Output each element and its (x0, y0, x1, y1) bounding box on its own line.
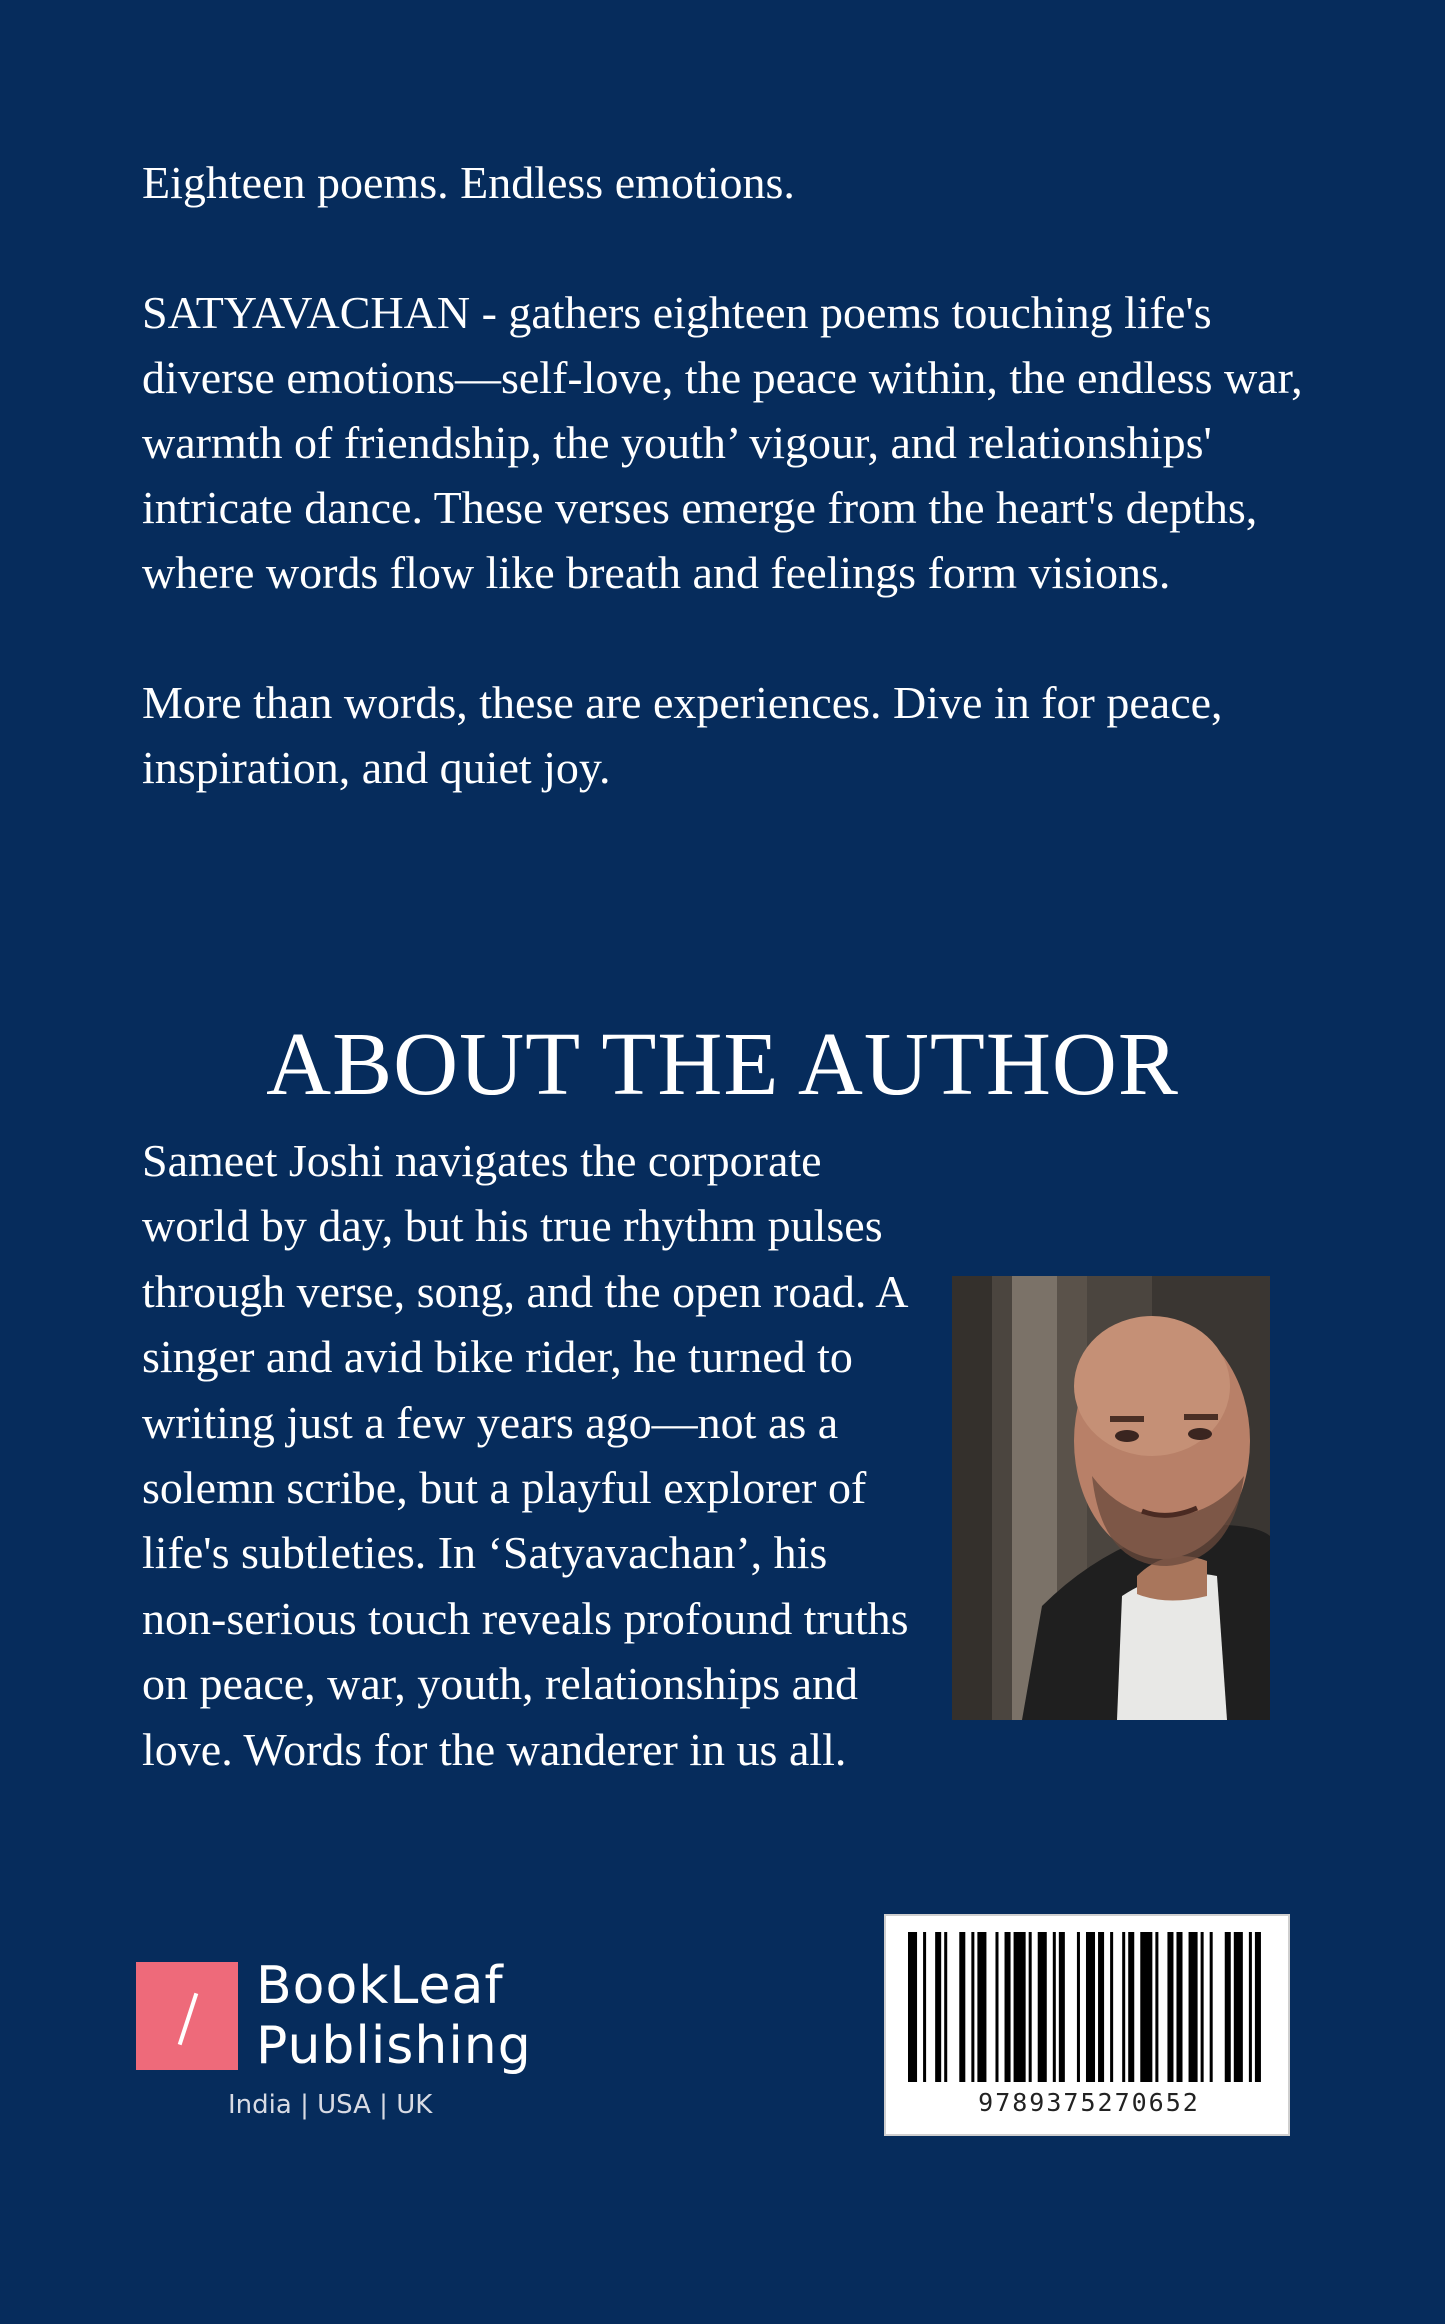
barcode-bar (1249, 1932, 1252, 2082)
barcode-bar (1098, 1932, 1104, 2082)
book-blurb (142, 150, 1322, 800)
barcode-bar (1005, 1932, 1011, 2082)
author-bio-text: Sameet Joshi navigates the corporate world by day, but his true rhythm pulses through verse, song, and the open road. A singer and avid bike rider, he turned to writing just a few years ago—not as a solemn scribe, but a playful explorer of life's subtleties. In ‘Satyavachan’, his non-serious touch reveals profound truths on peace, war, youth, relationships and love. Words for the wanderer in us all. (142, 1135, 909, 1775)
barcode-bar (1176, 1932, 1182, 2082)
barcode-bar (1140, 1932, 1152, 2082)
author-photo (952, 1276, 1270, 1720)
barcode-bar (1189, 1932, 1198, 2082)
barcode-bar (1029, 1932, 1032, 2082)
barcode-bar (1086, 1932, 1095, 2082)
isbn-barcode (884, 1914, 1290, 2136)
isbn-number: 9789375270652 (978, 2088, 1200, 2117)
barcode-bar (1077, 1932, 1080, 2082)
barcode-bar (1210, 1932, 1213, 2082)
barcode-bar (1255, 1932, 1261, 2082)
publisher-name-line1: BookLeaf (256, 1956, 504, 2016)
barcode-bars (908, 1932, 1270, 2082)
barcode-bar (977, 1932, 986, 2082)
publisher-regions: India | USA | UK (228, 2090, 433, 2120)
barcode-bar (1225, 1932, 1231, 2082)
barcode-bar (1014, 1932, 1026, 2082)
barcode-bar (923, 1932, 926, 2082)
barcode-bar (1128, 1932, 1134, 2082)
logo-slash-icon (136, 1962, 238, 2070)
barcode-bar (1053, 1932, 1056, 2082)
barcode-bar (944, 1932, 947, 2082)
barcode-bar (935, 1932, 941, 2082)
blurb-description: SATYAVACHAN - gathers eighteen poems touching life's diverse emotions—self-love, the peace within, the endless war, warmth of friendship, the youth’ vigour, and relationships' intricate dance. These verses emerge from the heart's depths, where words flow like breath and feelings form visions. (142, 287, 1303, 598)
barcode-bar (908, 1932, 917, 2082)
barcode-bar (1155, 1932, 1158, 2082)
barcode-bar (1110, 1932, 1113, 2082)
barcode-bar (1122, 1932, 1125, 2082)
publisher-name (256, 1956, 532, 2076)
about-author-heading: ABOUT THE AUTHOR (266, 1015, 1179, 1114)
barcode-bar (971, 1932, 974, 2082)
blurb-closing: More than words, these are experiences. Dive in for peace, inspiration, and quiet joy. (142, 677, 1223, 793)
barcode-bar (1059, 1932, 1065, 2082)
publisher-name-line2: Publishing (256, 2016, 532, 2076)
blurb-tagline: Eighteen poems. Endless emotions. (142, 157, 795, 208)
barcode-bar (995, 1932, 998, 2082)
publisher-logo (136, 1956, 556, 2132)
barcode-bar (959, 1932, 965, 2082)
barcode-bar (1038, 1932, 1047, 2082)
barcode-bar (1167, 1932, 1173, 2082)
barcode-bar (1234, 1932, 1243, 2082)
barcode-bar (1201, 1932, 1204, 2082)
author-bio (142, 1128, 912, 1782)
